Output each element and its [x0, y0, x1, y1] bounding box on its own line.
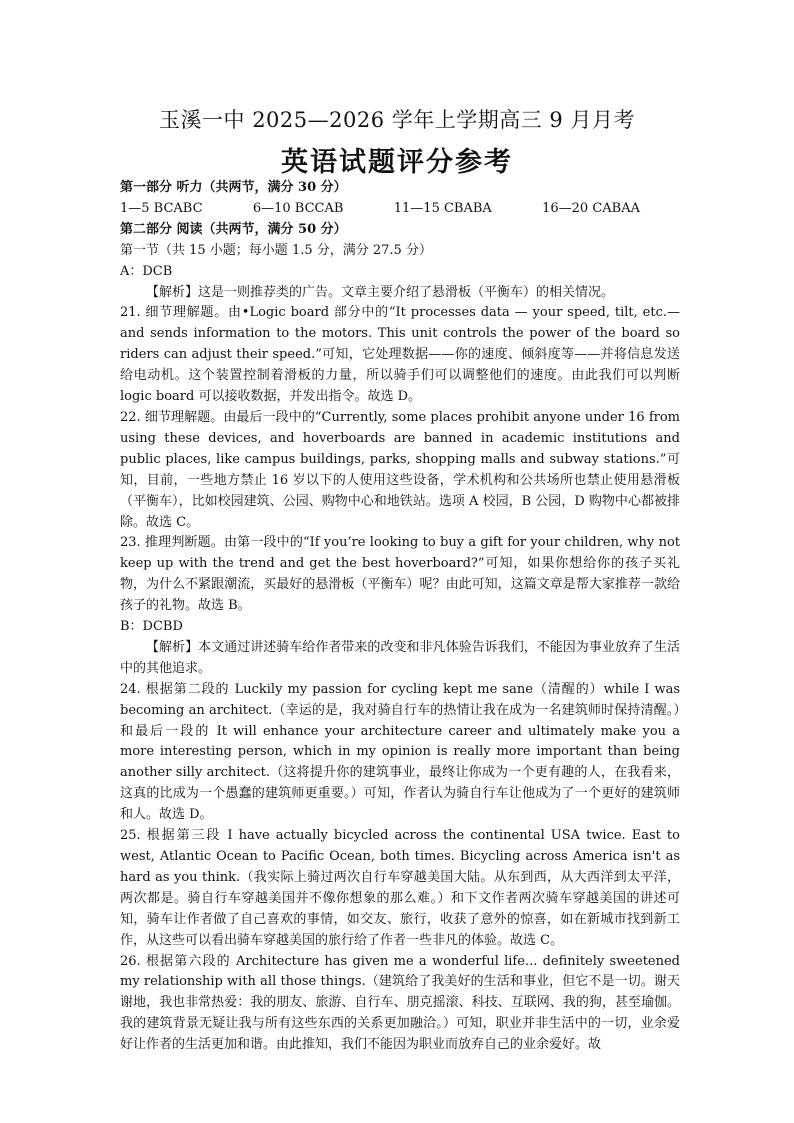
answer-group: 16—20 CABAA [542, 200, 640, 216]
question-25: 25. 根据第三段 I have actually bicycled across the continental USA twice. East to west, Atlantic Ocean to Pacific Ocean, both times. Bicycling across America isn't as hard as you think.（我实际上骑过两次自行车穿越美国大陆。从东到西，从大西洋到太平洋，两次都是。骑自行车穿越美国并不像你想象的那么难。）和下文作者两次骑车穿越美国的讲述可知，骑车让作者做了自己喜欢的事情，如交友、旅行，收获了意外的惊喜，如在新城市找到新工作，从这些可以看出骑车穿越美国的旅行给了作者一些非凡的体验。故选 C。 [120, 828, 680, 948]
document-title: 英语试题评分参考 [281, 147, 513, 178]
answer-group: 6—10 BCCAB [252, 200, 344, 216]
part1-heading: 第一部分 听力（共两节，满分 30 分） [120, 180, 347, 195]
answer-group: 11—15 CBABA [393, 200, 492, 216]
answer-group: 1—5 BCABC [120, 200, 203, 216]
question-22: 22. 细节理解题。由最后一段中的“Currently, some places prohibit anyone under 16 from using these devices, and hoverboards are banned in academic institutions and public places, like campus buildings, parks, shopping malls and subway stations.”可知，目前，一些地方禁止 16 岁以下的人使用这些设备，学术机构和公共场所也禁止使用悬滑板（平衡车），比如校园建筑、公园、购物中心和地铁站。选项 A 校园，B 公园，D 购物中心都被排除。故选 C。 [120, 409, 680, 530]
question-21: 21. 细节理解题。由•Logic board 部分中的“It processes data — your speed, tilt, etc.— and sends information to the motors. This unit controls the power of the board so riders can adjust their speed.”可知，它处理数据——你的速度、倾斜度等——并将信息发送给电动机。这个装置控制着滑板的力量，所以骑手们可以调整他们的速度。由此我们可以判断 logic board 可以接收数据，并发出指令。故选 D。 [120, 305, 680, 405]
passage-b-answers: B：DCBD [120, 619, 183, 635]
question-24: 24. 根据第二段的 Luckily my passion for cycling kept me sane（清醒的）while I was becoming an architect.（幸运的是，我对骑自行车的热情让我在成为一名建筑师时保持清醒。）和最后一段的 It will enhance your architecture career and ultimately make you a more interesting person, which in my opinion is really more important than being another silly architect.（这将提升你的建筑事业，最终让你成为一个更有趣的人，在我看来，这真的比成为一个愚蠢的建筑师更重要。）可知，作者认为骑自行车让他成为了一个更好的建筑师和人。故选 D。 [120, 681, 680, 823]
question-23: 23. 推理判断题。由第一段中的“If you’re looking to buy a gift for your children, why not keep up with the trend and get the best hoverboard?”可知，如果你想给你的孩子买礼物，为什么不紧跟潮流，买最好的悬滑板（平衡车）呢？由此可知，这篇文章是帮大家推荐一款给孩子的礼物。故选 B。 [120, 535, 680, 614]
part2-heading: 第二部分 阅读（共两节，满分 50 分） [120, 221, 347, 237]
exam-title: 玉溪一中 2025—2026 学年上学期高三 9 月月考 [159, 108, 635, 132]
document-body [120, 178, 680, 1056]
listening-answers [120, 199, 640, 220]
section1-heading: 第一节（共 15 小题；每小题 1.5 分，满分 27.5 分） [120, 242, 432, 258]
question-26: 26. 根据第六段的 Architecture has given me a wonderful life... definitely sweetened my relationship with all those things.（建筑给了我美好的生活和事业，但它不是一切。谢天谢地，我也非常热爱：我的朋友、旅游、自行车、朋克摇滚、科技、互联网、我的狗，甚至瑜伽。我的建筑背景无疑让我与所有这些东西的关系更加融洽。）可知，职业并非生活中的一切，业余爱好让作者的生活更加和谐。由此推知，我们不能因为职业而放弃自己的业余爱好。故 [120, 953, 680, 1053]
passage-b-analysis: 【解析】本文通过讲述骑车给作者带来的改变和非凡体验告诉我们，不能因为事业放弃了生活中的其他追求。 [120, 639, 680, 676]
passage-a-answers: A：DCB [120, 263, 173, 279]
passage-a-analysis: 【解析】这是一则推荐类的广告。文章主要介绍了悬滑板（平衡车）的相关情况。 [146, 284, 615, 300]
